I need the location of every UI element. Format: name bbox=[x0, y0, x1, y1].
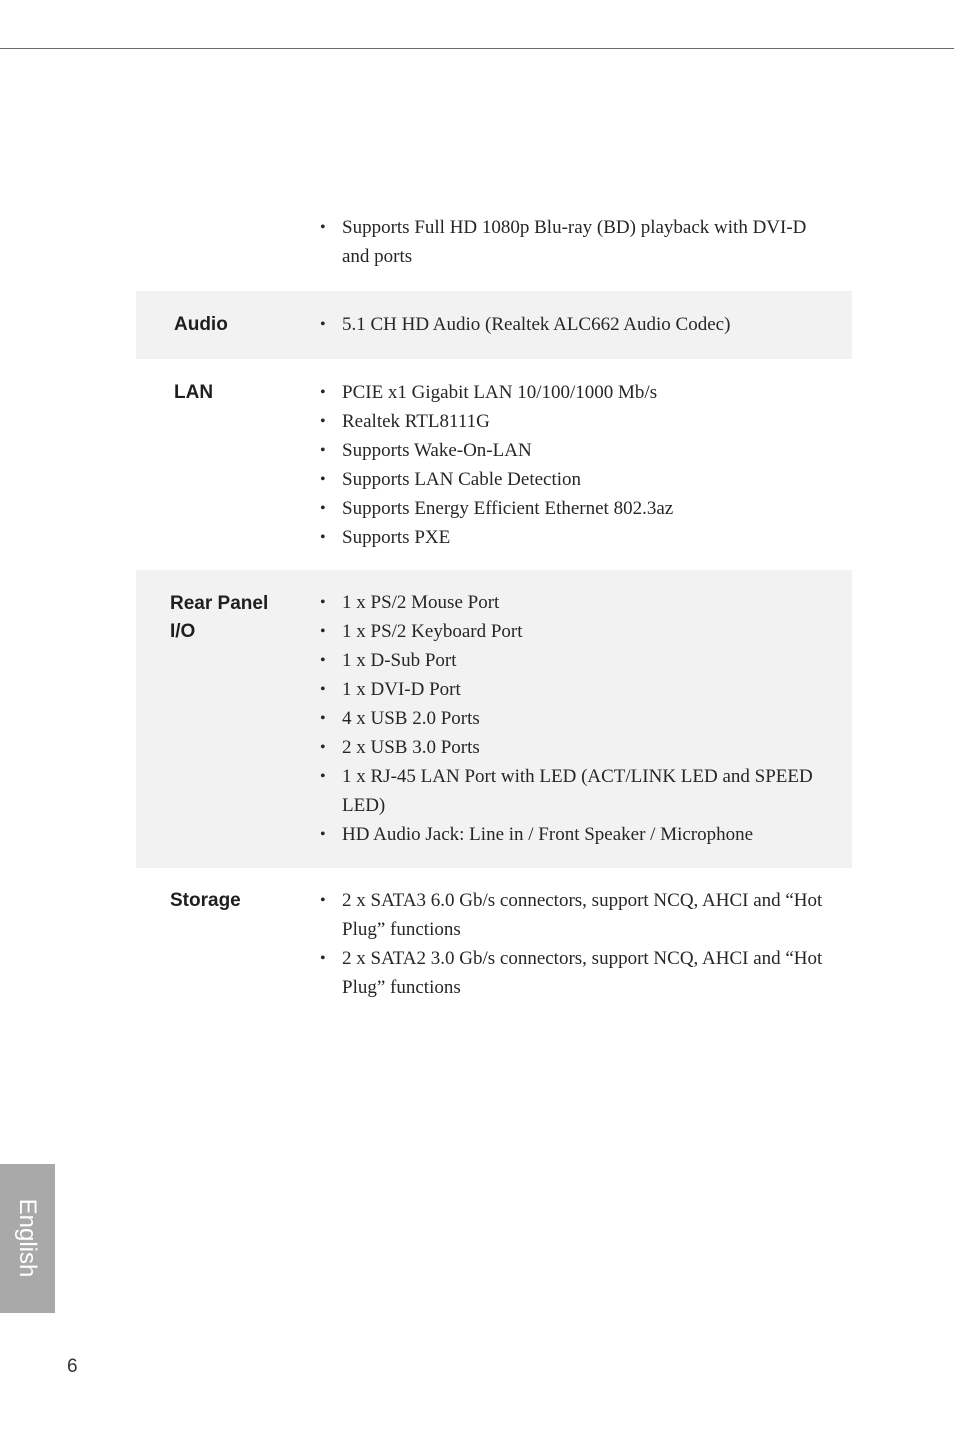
list-item-text: Supports Energy Efficient Ethernet 802.3az bbox=[342, 498, 674, 519]
list-item-continuation bbox=[342, 915, 842, 944]
list-item bbox=[320, 213, 842, 242]
list-item bbox=[320, 944, 842, 973]
list-item bbox=[320, 523, 842, 552]
rear-panel-list bbox=[320, 588, 842, 849]
list-item bbox=[320, 704, 842, 733]
lan-list bbox=[320, 378, 842, 552]
list-item-text: HD Audio Jack: Line in / Front Speaker / Microphone bbox=[342, 824, 754, 845]
list-item-text: LED) bbox=[342, 795, 386, 816]
list-item-text: 1 x DVI-D Port bbox=[342, 679, 461, 700]
spec-row-lan bbox=[136, 359, 852, 570]
bullet-icon: • bbox=[320, 739, 326, 756]
language-tab bbox=[0, 1164, 55, 1313]
list-item bbox=[320, 675, 842, 704]
bullet-icon: • bbox=[320, 826, 326, 843]
list-item-text: 1 x D-Sub Port bbox=[342, 650, 457, 671]
list-item bbox=[320, 886, 842, 915]
row-label-line: I/O bbox=[170, 621, 196, 642]
row-label-line: Rear Panel bbox=[170, 593, 269, 614]
list-item bbox=[320, 762, 842, 791]
bullet-icon: • bbox=[320, 768, 326, 785]
list-item bbox=[320, 465, 842, 494]
list-item bbox=[320, 378, 842, 407]
spec-row-rear-panel bbox=[136, 570, 852, 868]
bullet-icon: • bbox=[320, 500, 326, 517]
list-item bbox=[320, 407, 842, 436]
bullet-icon: • bbox=[320, 529, 326, 546]
bullet-icon: • bbox=[320, 652, 326, 669]
spec-table bbox=[136, 208, 852, 1028]
bullet-icon: • bbox=[320, 681, 326, 698]
graphics-list bbox=[320, 213, 842, 271]
list-item bbox=[320, 436, 842, 465]
list-item-text: Supports LAN Cable Detection bbox=[342, 469, 582, 490]
bullet-icon: • bbox=[320, 471, 326, 488]
spec-row-graphics-continued bbox=[136, 208, 852, 291]
list-item-text: 2 x SATA2 3.0 Gb/s connectors, support NCQ, AHCI and “Hot bbox=[342, 948, 823, 969]
list-item-text: Realtek RTL8111G bbox=[342, 411, 490, 432]
language-tab-label: English bbox=[14, 1198, 41, 1278]
audio-list bbox=[320, 310, 842, 339]
list-item-text: Supports Full HD 1080p Blu-ray (BD) playback with DVI-D bbox=[342, 217, 807, 238]
bullet-icon: • bbox=[320, 413, 326, 430]
bullet-icon: • bbox=[320, 623, 326, 640]
list-item-continuation bbox=[342, 791, 842, 820]
list-item-continuation bbox=[342, 973, 842, 1002]
storage-list bbox=[320, 886, 842, 1002]
bullet-icon: • bbox=[320, 442, 326, 459]
list-item-text: 1 x PS/2 Mouse Port bbox=[342, 592, 500, 613]
list-item-text: 5.1 CH HD Audio (Realtek ALC662 Audio Codec) bbox=[342, 314, 731, 335]
list-item-text: Supports Wake-On-LAN bbox=[342, 440, 532, 461]
list-item-text: 2 x SATA3 6.0 Gb/s connectors, support NCQ, AHCI and “Hot bbox=[342, 890, 823, 911]
bullet-icon: • bbox=[320, 710, 326, 727]
list-item-text: 1 x RJ-45 LAN Port with LED (ACT/LINK LED and SPEED bbox=[342, 766, 813, 787]
list-item-text: Plug” functions bbox=[342, 977, 461, 998]
row-label-audio: Audio bbox=[174, 314, 228, 335]
list-item bbox=[320, 310, 842, 339]
list-item-text: 2 x USB 3.0 Ports bbox=[342, 737, 480, 758]
row-label-lan: LAN bbox=[174, 382, 214, 403]
bullet-icon: • bbox=[320, 892, 326, 909]
list-item bbox=[320, 733, 842, 762]
header-rule bbox=[0, 48, 954, 49]
list-item-text: Supports PXE bbox=[342, 527, 451, 548]
row-label-storage: Storage bbox=[170, 890, 241, 911]
bullet-icon: • bbox=[320, 219, 326, 236]
list-item-text: Plug” functions bbox=[342, 919, 461, 940]
bullet-icon: • bbox=[320, 594, 326, 611]
spec-row-storage bbox=[136, 868, 852, 1028]
bullet-icon: • bbox=[320, 316, 326, 333]
page-number: 6 bbox=[67, 1356, 78, 1377]
list-item-continuation bbox=[342, 242, 842, 271]
list-item bbox=[320, 617, 842, 646]
list-item bbox=[320, 820, 842, 849]
list-item bbox=[320, 646, 842, 675]
list-item bbox=[320, 588, 842, 617]
bullet-icon: • bbox=[320, 950, 326, 967]
list-item-text: 1 x PS/2 Keyboard Port bbox=[342, 621, 523, 642]
bullet-icon: • bbox=[320, 384, 326, 401]
row-label-rear-panel bbox=[170, 590, 290, 646]
list-item-text: 4 x USB 2.0 Ports bbox=[342, 708, 480, 729]
list-item-text: and ports bbox=[342, 246, 413, 267]
list-item-text: PCIE x1 Gigabit LAN 10/100/1000 Mb/s bbox=[342, 382, 658, 403]
list-item bbox=[320, 494, 842, 523]
spec-row-audio bbox=[136, 291, 852, 359]
